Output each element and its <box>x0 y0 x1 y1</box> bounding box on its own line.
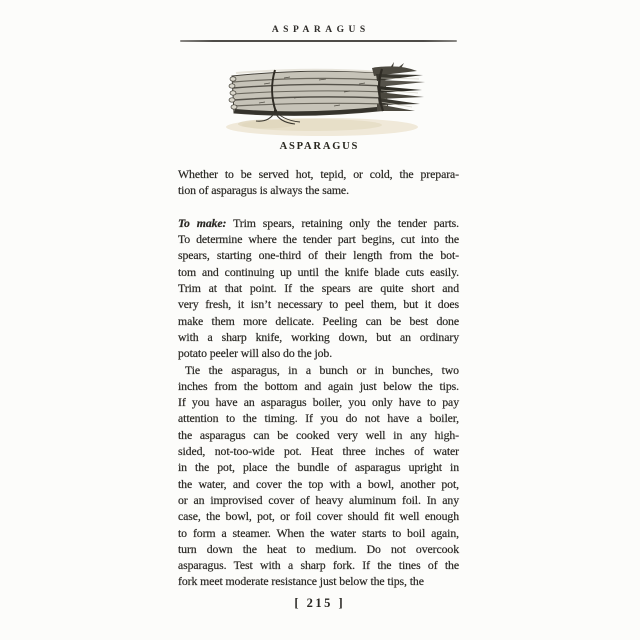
text-line: in the pot, place the bundle of asparagus upright in <box>178 460 459 475</box>
paragraph-lead: To make: <box>178 215 227 230</box>
text-line: spears, starting one-third of their length from the bot- <box>178 248 459 263</box>
text-line: tom and continuing up until the knife blade cuts easily. <box>178 264 459 279</box>
asparagus-stalks <box>229 70 388 116</box>
text-line: To make: Trim spears, retaining only the tender parts. <box>178 215 460 230</box>
text-line: Trim at that point. If the spears are quite short and <box>178 281 459 296</box>
asparagus-bundle-illustration <box>224 60 428 138</box>
text-line: very fresh, it isn’t necessary to peel them, but it does <box>178 297 459 312</box>
text-line: turn down the heat to medium. Do not overcook <box>178 541 459 556</box>
running-head: ASPARAGUS <box>271 25 370 35</box>
text-line: Tie the asparagus, in a bunch or in bunches, two <box>185 362 459 377</box>
bundle-shadow <box>226 118 418 136</box>
text-line: with a sharp knife, working down, but an ordinary <box>178 329 459 344</box>
text-line: asparagus. Test with a sharp fork. If the tines of the <box>178 558 459 573</box>
text-line: To determine where the tender part begins, cut into the <box>178 232 459 247</box>
figure-caption: ASPARAGUS <box>279 141 360 152</box>
text-line: fork meet moderate resistance just below the tips, the <box>178 574 424 589</box>
text-line: the water, and cover the top with a bowl, another pot, <box>178 476 459 491</box>
text-line: case, the bowl, pot, or foil cover should fit well enough <box>178 509 459 524</box>
header-rule <box>180 40 457 42</box>
text-line: the asparagus can be cooked very well in any high- <box>178 427 459 442</box>
text-line: attention to the timing. If you do not have a boiler, <box>178 411 459 426</box>
text-line: Whether to be served hot, tepid, or cold, the prepara- <box>178 167 459 181</box>
text-line: inches from the bottom and again just below the tips. <box>178 378 459 393</box>
text-line: make them more delicate. Peeling can be best done <box>178 313 459 328</box>
text-line: tion of asparagus is always the same. <box>178 183 349 198</box>
paragraph <box>178 362 459 590</box>
text-line: or an improvised cover of heavy aluminum foil. In any <box>178 492 459 507</box>
paragraph <box>178 166 459 199</box>
page-number: [ 215 ] <box>294 596 346 610</box>
figure <box>224 60 428 152</box>
text-line: sided, not-too-wide pot. Heat three inches of water <box>178 444 459 459</box>
body-text <box>178 166 459 590</box>
text-line: potato peeler will also do the job. <box>178 346 333 361</box>
paragraph <box>178 215 459 362</box>
text-line: to form a steamer. When the water starts to boil again, <box>178 525 459 540</box>
text-line: If you have an asparagus boiler, you only have to pay <box>178 395 459 410</box>
